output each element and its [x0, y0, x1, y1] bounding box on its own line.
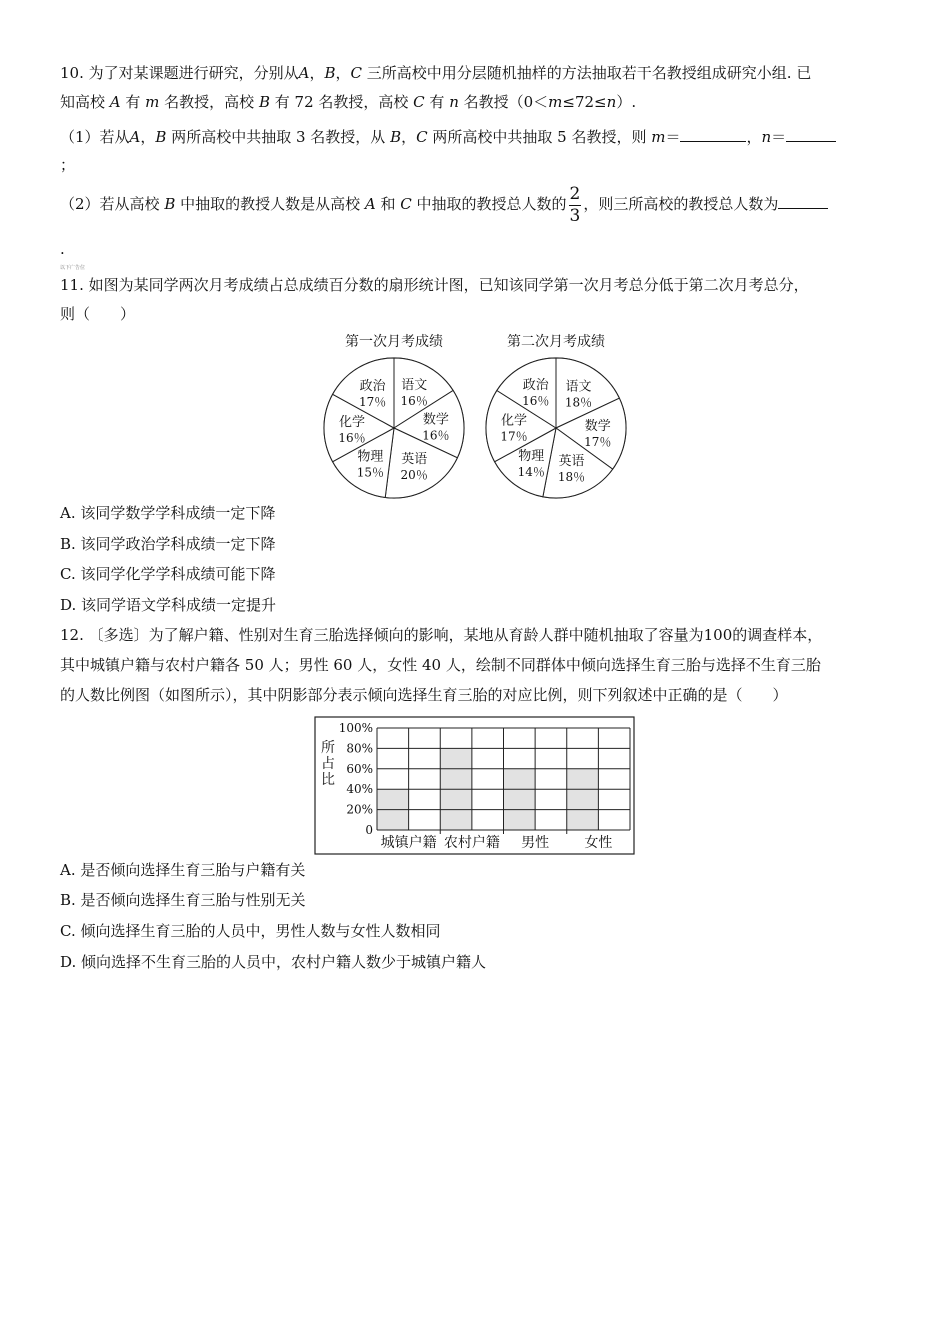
y-tick-label: 100% [338, 721, 373, 735]
q12-option-a[interactable]: A. 是否倾向选择生育三胎与户籍有关 [60, 861, 306, 879]
q11-option-d[interactable]: D. 该同学语文学科成绩一定提升 [60, 596, 277, 614]
pie-percent-label: 17％ [358, 394, 387, 409]
pie-category-label: 化学 [500, 413, 528, 429]
pie-percent-label: 18％ [557, 470, 586, 485]
q11-option-a[interactable]: A. 该同学数学学科成绩一定下降 [60, 504, 276, 522]
y-axis-label-char: 比 [321, 772, 335, 788]
pie-category-label: 政治 [522, 378, 549, 394]
fraction-two-thirds: $\frac{2}{3}$ [569, 183, 581, 226]
q12-line1: 12. 〔多选〕为了解户籍、性别对生育三胎选择倾向的影响，某地从育龄人群中随机抽取了容量为100的调查样本， [60, 626, 823, 644]
pie-category-label: 数学 [422, 412, 449, 428]
pie-percent-label: 14％ [517, 465, 545, 479]
pie-title: 第一次月考成绩 [345, 334, 443, 350]
pie-percent-label: 20％ [400, 467, 428, 482]
pie-charts [310, 328, 630, 500]
x-category-label: 女性 [584, 835, 613, 851]
q10-part2: （2）若从高校 B 中抽取的教授人数是从高校 A 和 C 中抽取的教授总人数的 $\frac{2}{3}$ ，则三所高校的教授总人数为 [60, 182, 828, 226]
ad-note: 以下广告位 [60, 265, 86, 271]
q12-line3: 的人数比例图（如图所示），其中阴影部分表示倾向选择生育三胎的对应比例，则下列叙述中正确的是（ ） [60, 686, 788, 704]
pie-percent-label: 17％ [584, 435, 612, 449]
pie-category-label: 语文 [401, 378, 428, 394]
q11-option-c[interactable]: C. 该同学化学学科成绩可能下降 [60, 565, 276, 583]
pie-percent-label: 16％ [422, 428, 450, 443]
q11-option-b[interactable]: B. 该同学政治学科成绩一定下降 [60, 535, 276, 553]
y-tick-label: 60% [346, 761, 373, 776]
pie-category-label: 化学 [338, 415, 366, 430]
pie-category-label: 数学 [584, 419, 611, 434]
pie-percent-label: 18％ [564, 395, 593, 410]
pie-percent-label: 16％ [522, 394, 550, 409]
pie-percent-label: 15％ [356, 465, 385, 480]
q10-part1-tail: ； [60, 156, 76, 174]
pie-category-label: 英语 [401, 451, 428, 467]
bar-男性 [504, 769, 536, 830]
y-tick-label: 40% [346, 782, 373, 797]
pie-title: 第二次月考成绩 [507, 334, 605, 350]
x-category-label: 男性 [521, 835, 550, 851]
y-tick-label: 80% [346, 741, 373, 756]
q12-option-d[interactable]: D. 倾向选择不生育三胎的人员中，农村户籍人数少于城镇户籍人 [60, 953, 487, 971]
pie-category-label: 语文 [565, 379, 592, 395]
pie-percent-label: 16％ [400, 394, 428, 409]
x-category-label: 城镇户籍 [380, 835, 437, 851]
q10-part1: （1）若从A，B 两所高校中共抽取 3 名教授，从 B，C 两所高校中共抽取 5 名教授，则 m＝ ，n＝ [60, 127, 836, 145]
y-axis-label-char: 占 [321, 756, 335, 772]
pie-category-label: 政治 [359, 378, 386, 394]
q10-line2: 知高校 A 有 m 名教授，高校 B 有 72 名教授，高校 C 有 n 名教授（0＜m≤72≤n）. [60, 93, 637, 111]
answer-blank-n[interactable] [786, 127, 836, 142]
q10-line1: 10. 为了对某课题进行研究，分别从A，B，C 三所高校中用分层随机抽样的方法抽取若干名教授组成研究小组. 已 [60, 64, 812, 82]
q12-option-c[interactable]: C. 倾向选择生育三胎的人员中，男性人数与女性人数相同 [60, 922, 441, 940]
y-tick-label: 0 [365, 823, 373, 837]
answer-blank-total[interactable] [778, 194, 828, 209]
y-tick-label: 20% [346, 802, 373, 817]
q10-part2-tail: . [60, 240, 65, 258]
q11-line1: 11. 如图为某同学两次月考成绩占总成绩百分数的扇形统计图，已知该同学第一次月考总分低于第二次月考总分， [60, 276, 809, 294]
pie-percent-label: 16％ [338, 431, 366, 445]
pie-category-label: 物理 [357, 449, 384, 465]
q12-line2: 其中城镇户籍与农村户籍各 50 人；男性 60 人，女性 40 人，绘制不同群体中倾向选择生育三胎与选择不生育三胎 [60, 656, 821, 674]
q12-option-b[interactable]: B. 是否倾向选择生育三胎与性别无关 [60, 891, 306, 909]
answer-blank-m[interactable] [680, 127, 746, 142]
pie-category-label: 英语 [558, 454, 585, 470]
pie-percent-label: 17％ [500, 429, 528, 444]
q11-line2: 则（ ） [60, 305, 136, 323]
x-category-label: 农村户籍 [443, 835, 500, 851]
bar-chart [314, 716, 636, 856]
pie-category-label: 物理 [518, 449, 545, 464]
y-axis-label-char: 所 [321, 740, 335, 756]
bar-女性 [567, 769, 599, 830]
